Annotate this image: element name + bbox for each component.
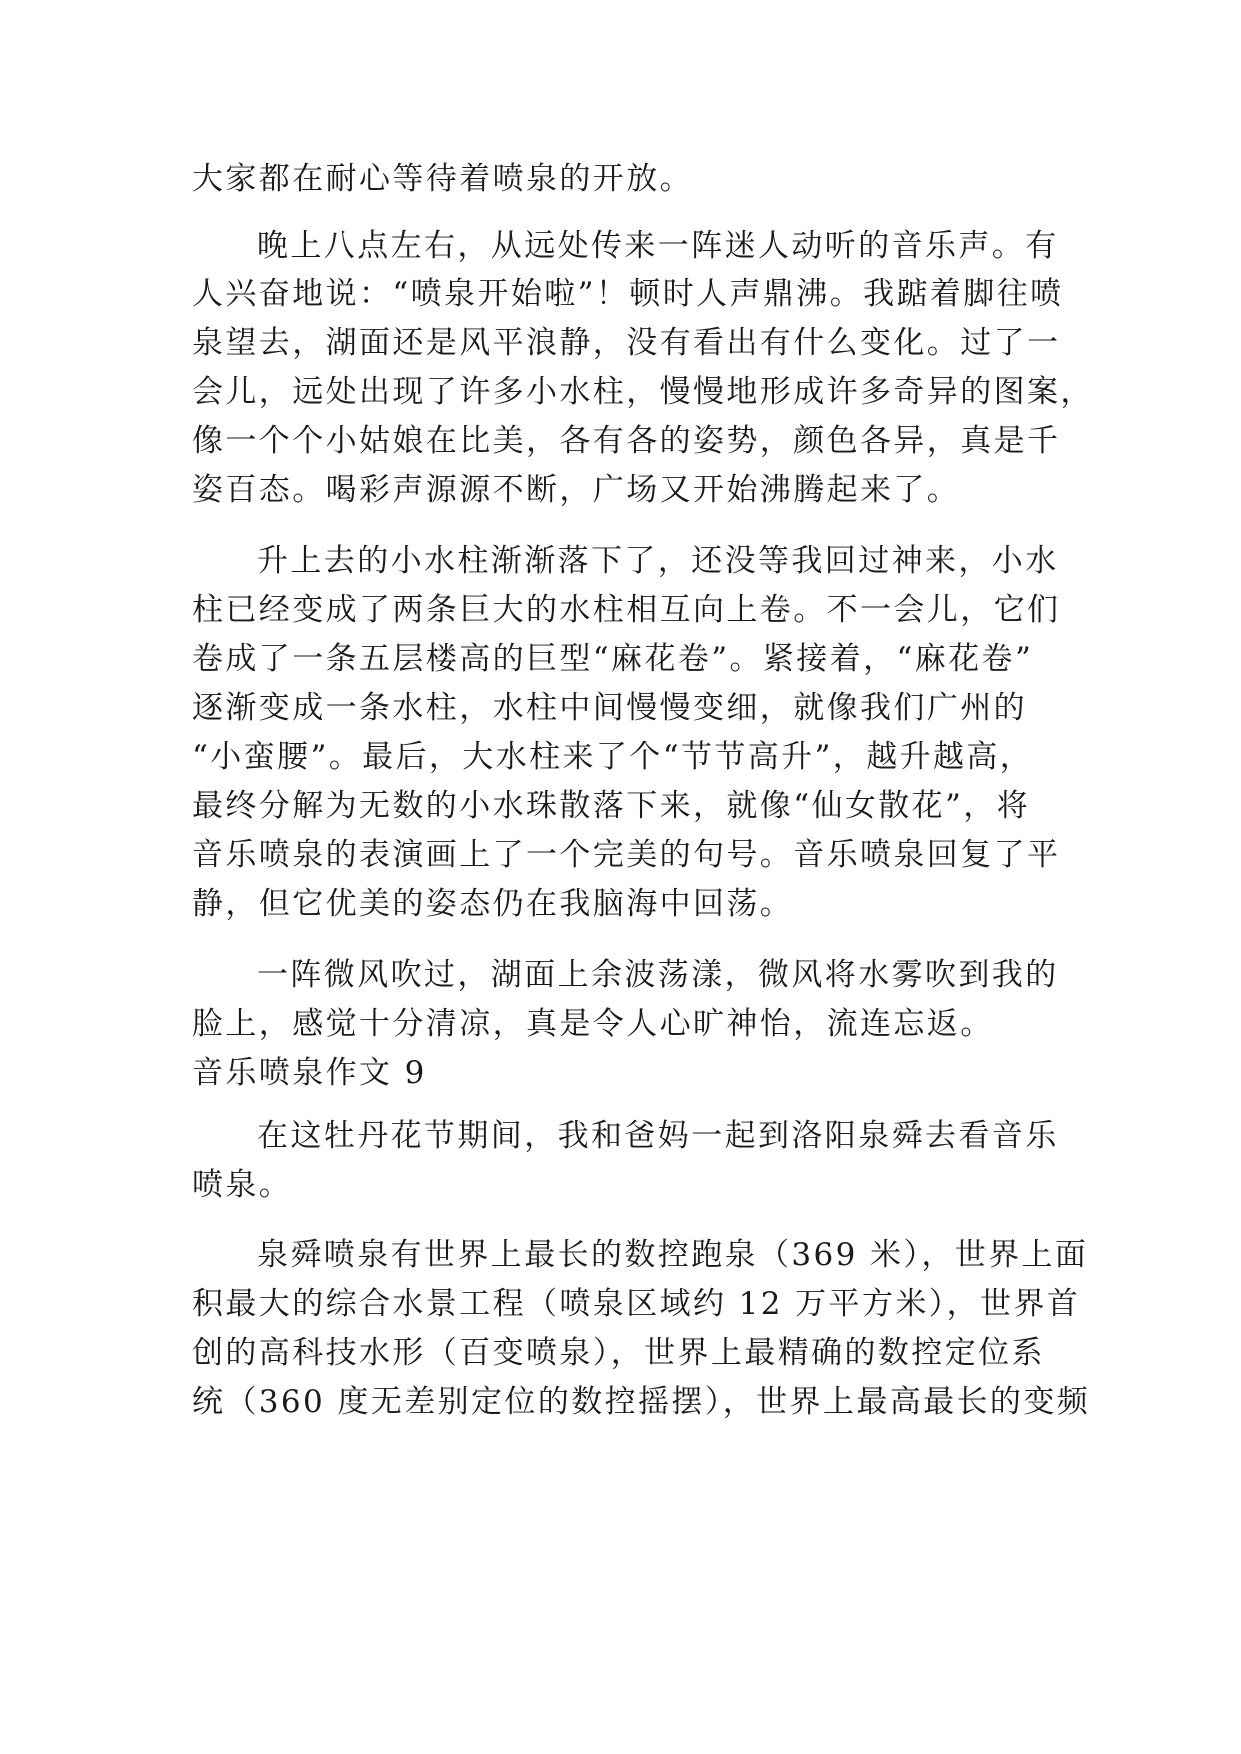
section-heading: 音乐喷泉作文 9 <box>192 1055 427 1091</box>
paragraph-start-line: 晚上八点左右，从远处传来一阵迷人动听的音乐声。有 <box>257 228 1059 264</box>
text-line: 脸上，感觉十分清凉，真是令人心旷神怡，流连忘返。 <box>192 1006 994 1042</box>
text-line: 积最大的综合水景工程（喷泉区域约 12 万平方米），世界首 <box>192 1286 1081 1322</box>
paragraph-start-line: 泉舜喷泉有世界上最长的数控跑泉（369 米），世界上面 <box>257 1237 1089 1273</box>
text-line: 静，但它优美的姿态仍在我脑海中回荡。 <box>192 886 794 922</box>
text-line: 泉望去，湖面还是风平浪静，没有看出有什么变化。过了一 <box>192 325 1061 361</box>
text-line: 音乐喷泉的表演画上了一个完美的句号。音乐喷泉回复了平 <box>192 837 1061 873</box>
text-line: 统（360 度无差别定位的数控摇摆），世界上最高最长的变频 <box>192 1384 1091 1420</box>
text-line: 大家都在耐心等待着喷泉的开放。 <box>192 161 693 197</box>
paragraph-start-line: 升上去的小水柱渐渐落下了，还没等我回过神来，小水 <box>257 543 1059 579</box>
text-line: 柱已经变成了两条巨大的水柱相互向上卷。不一会儿，它们 <box>192 592 1061 628</box>
text-line: 卷成了一条五层楼高的巨型“麻花卷”。紧接着，“麻花卷” <box>192 641 1034 677</box>
text-line: 像一个个小姑娘在比美，各有各的姿势，颜色各异，真是千 <box>192 423 1061 459</box>
text-line: 创的高科技水形（百变喷泉），世界上最精确的数控定位系 <box>192 1335 1045 1371</box>
paragraph-start-line: 在这牡丹花节期间，我和爸妈一起到洛阳泉舜去看音乐 <box>257 1118 1059 1154</box>
text-line: 最终分解为无数的小水珠散落下来，就像“仙女散花”，将 <box>192 788 1031 824</box>
text-line: 姿百态。喝彩声源源不断，广场又开始沸腾起来了。 <box>192 472 961 508</box>
text-line: 喷泉。 <box>192 1167 293 1203</box>
text-line: 人兴奋地说：“喷泉开始啦”！顿时人声鼎沸。我踮着脚往喷 <box>192 276 1064 312</box>
text-line: 会儿，远处出现了许多小水柱，慢慢地形成许多奇异的图案， <box>192 374 1094 410</box>
text-line: “小蛮腰”。最后，大水柱来了个“节节高升”，越升越高， <box>192 739 1034 775</box>
paragraph-start-line: 一阵微风吹过，湖面上余波荡漾，微风将水雾吹到我的 <box>257 957 1059 993</box>
text-line: 逐渐变成一条水柱，水柱中间慢慢变细，就像我们广州的 <box>192 690 1027 726</box>
